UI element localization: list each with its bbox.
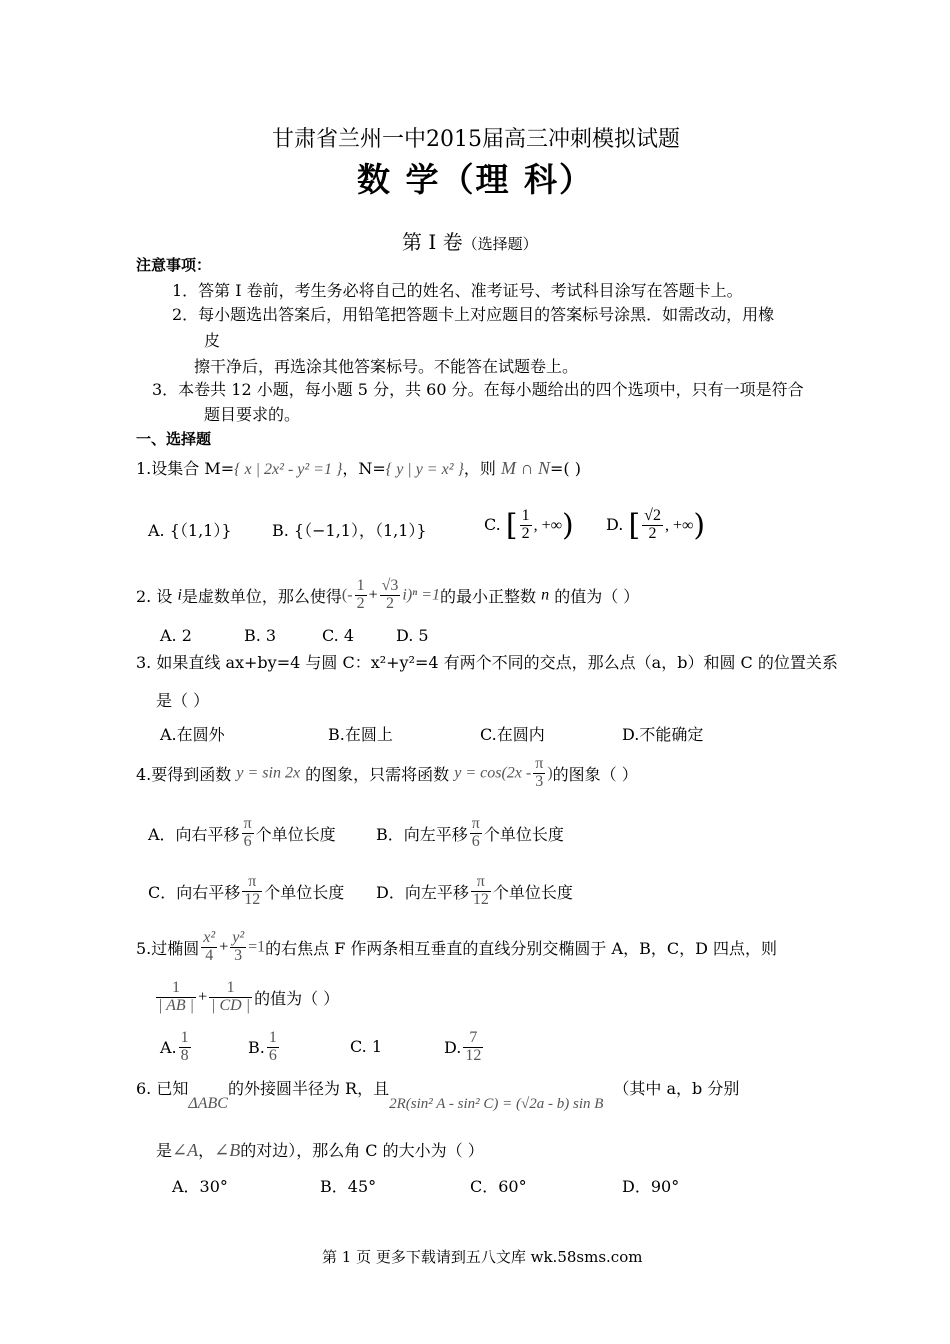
question-3-line-1: 3. 如果直线 ax+by=4 与圆 C：x²+y²=4 有两个不同的交点，那么点（a，b）和圆 C 的位置关系 bbox=[136, 653, 838, 672]
q4-option-d-frac bbox=[471, 874, 491, 909]
notice-item-3: 3．本卷共 12 小题，每小题 5 分，共 60 分。在每小题给出的四个选项中，只有一项是符合 bbox=[152, 380, 804, 399]
q3-option-c: C.在圆内 bbox=[480, 725, 545, 744]
question-5-stem bbox=[136, 930, 777, 965]
question-4-stem bbox=[136, 756, 638, 791]
q6-option-c: C．60° bbox=[470, 1177, 527, 1196]
q3-option-b: B.在圆上 bbox=[328, 725, 393, 744]
q5-option-d-label: D. bbox=[444, 1037, 462, 1057]
q6-stem-b: 的外接圆半径为 R，且 bbox=[227, 1079, 390, 1098]
q6-triangle: ΔABC bbox=[188, 1095, 228, 1112]
part-heading: 一、选择题 bbox=[136, 430, 212, 448]
q5-frac-x bbox=[201, 930, 217, 965]
q4-func-2-pre: y = cos(2x - bbox=[454, 764, 532, 782]
q6-angle-a: ∠A bbox=[172, 1140, 199, 1160]
q5-option-a-den: 8 bbox=[180, 1046, 189, 1064]
notice-item-2: 2．每小题选出答案后，用铅笔把答题卡上对应题目的答案标号涂黑．如需改动，用橡 bbox=[172, 305, 775, 324]
q5-frac-y-den: 3 bbox=[234, 946, 243, 964]
q5-option-d-den: 12 bbox=[465, 1046, 482, 1064]
q4-prefix: 4.要得到函数 bbox=[136, 764, 232, 784]
q4-option-b-den: 6 bbox=[471, 832, 480, 850]
q5-option-b-label: B. bbox=[248, 1037, 265, 1057]
q5-option-a-label: A. bbox=[160, 1037, 177, 1057]
q2-prefix: 2. 设 bbox=[136, 586, 173, 606]
q3-option-a: A.在圆外 bbox=[160, 725, 225, 744]
q4-option-a-den: 6 bbox=[243, 832, 252, 850]
q4-option-a bbox=[148, 816, 336, 851]
q5-frac-cd bbox=[209, 980, 252, 1015]
q1-option-c-tail: , +∞ bbox=[533, 517, 563, 534]
q1-option-c-num: 1 bbox=[521, 507, 530, 525]
q2-frac-1 bbox=[355, 578, 367, 613]
q2-stem-d: 的值为（ ） bbox=[554, 586, 640, 606]
q5-frac-x-num: x² bbox=[203, 929, 216, 946]
q1-set-m: { x | 2x² - y² =1 } bbox=[234, 461, 343, 478]
q6-option-b: B．45° bbox=[320, 1177, 377, 1196]
q4-option-b-frac bbox=[470, 816, 482, 851]
q5-option-b bbox=[248, 1030, 281, 1065]
q1-option-c-frac bbox=[520, 508, 532, 543]
question-6-line-2 bbox=[156, 1138, 484, 1161]
q1-option-c-label: C. bbox=[484, 515, 501, 534]
q4-func-2-num: π bbox=[535, 755, 544, 772]
q2-stem-c: 的最小正整数 bbox=[440, 586, 537, 606]
q1-option-d-lbracket: [ bbox=[628, 508, 641, 543]
q4-option-b-unit: 个单位长度 bbox=[483, 824, 564, 844]
q1-option-b: B. {（−1,1），（1,1）} bbox=[272, 521, 427, 540]
q5-frac-y bbox=[230, 930, 246, 965]
question-3-line-2: 是（ ） bbox=[156, 691, 210, 710]
q4-func-2-post: ) bbox=[547, 764, 553, 782]
q4-option-b-pre: B．向左平移 bbox=[376, 824, 468, 844]
q2-option-b: B. 3 bbox=[244, 626, 277, 645]
notice-item-1: 1．答第 I 卷前，考生务必将自己的姓名、准考证号、考试科目涂写在答题卡上。 bbox=[172, 281, 743, 300]
q5-option-d bbox=[444, 1030, 485, 1065]
exam-subtitle: 甘肃省兰州一中2015届高三冲刺模拟试题 bbox=[272, 127, 680, 152]
q1-option-c bbox=[484, 508, 574, 543]
q2-frac-2-num: √3 bbox=[381, 577, 399, 594]
q5-frac-ab-num: 1 bbox=[156, 980, 196, 998]
q6-stem-c: （其中 a，b 分别 bbox=[613, 1079, 740, 1098]
q2-expr-post: i)ⁿ =1 bbox=[402, 586, 440, 604]
q4-option-b bbox=[376, 816, 564, 851]
question-5-line-2 bbox=[154, 980, 339, 1015]
q5-plus: + bbox=[219, 938, 229, 956]
q5-frac-cd-den: | CD | bbox=[211, 996, 251, 1014]
q1-option-a: A. {（1,1）} bbox=[148, 521, 232, 540]
q2-stem-b: 是虚数单位，那么使得 bbox=[181, 586, 342, 606]
q5-option-d-frac bbox=[463, 1030, 483, 1065]
q1-option-d-tail: , +∞ bbox=[664, 517, 694, 534]
q4-option-d-den: 12 bbox=[472, 890, 489, 908]
q1-n-label: ，N= bbox=[342, 459, 386, 478]
q4-option-a-unit: 个单位长度 bbox=[255, 824, 336, 844]
q1-option-d-label: D. bbox=[606, 515, 624, 534]
q2-option-a: A. 2 bbox=[160, 626, 192, 645]
q5-option-d-num: 7 bbox=[463, 1030, 483, 1048]
q6-prefix: 6. 已知 bbox=[136, 1079, 189, 1098]
q2-option-c: C. 4 bbox=[322, 626, 355, 645]
q2-frac-1-num: 1 bbox=[356, 577, 365, 594]
q5-option-b-frac bbox=[267, 1030, 279, 1065]
section-label: 第 I 卷 bbox=[402, 230, 463, 254]
q1-tail: =( ) bbox=[550, 459, 581, 478]
q5-frac-y-num: y² bbox=[232, 929, 245, 946]
q4-option-c-unit: 个单位长度 bbox=[264, 882, 345, 902]
q4-option-c-num: π bbox=[242, 874, 262, 892]
q2-n: n bbox=[541, 586, 550, 604]
question-6-stem bbox=[136, 1076, 740, 1112]
q5-option-c: C. 1 bbox=[350, 1037, 383, 1056]
q5-stem-b: 的右焦点 F 作两条相互垂直的直线分别交椭圆于 A，B，C，D 四点，则 bbox=[265, 938, 777, 958]
q5-frac-ab-den: | AB | bbox=[158, 996, 195, 1014]
q5-eq: =1 bbox=[248, 938, 266, 956]
q4-option-d-num: π bbox=[471, 874, 491, 892]
q5-frac-x-den: 4 bbox=[205, 946, 214, 964]
q5-option-a bbox=[160, 1030, 193, 1065]
q2-plus: + bbox=[368, 586, 378, 604]
notice-item-2-wrap: 皮 bbox=[204, 331, 221, 350]
q2-frac-2-den: 2 bbox=[386, 594, 394, 612]
q1-option-c-rparen: ) bbox=[562, 508, 574, 543]
q4-option-d-unit: 个单位长度 bbox=[492, 882, 573, 902]
exam-title: 数 学（理 科） bbox=[357, 160, 594, 199]
q1-option-c-lbracket: [ bbox=[505, 508, 518, 543]
q5-option-a-num: 1 bbox=[180, 1029, 189, 1046]
notice-item-3-cont: 题目要求的。 bbox=[204, 405, 301, 424]
q4-option-c-den: 12 bbox=[244, 890, 261, 908]
q1-prefix: 1.设集合 M= bbox=[136, 459, 235, 478]
q4-option-a-pre: A．向右平移 bbox=[148, 824, 240, 844]
q4-option-c-pre: C．向右平移 bbox=[148, 882, 241, 902]
q5-prefix: 5.过椭圆 bbox=[136, 938, 200, 958]
q6-option-a: A．30° bbox=[172, 1177, 228, 1196]
q6-angle-b: ∠B bbox=[214, 1140, 241, 1160]
q4-stem-c: 的图象（ ） bbox=[552, 764, 638, 784]
q4-func-2-frac bbox=[533, 756, 545, 791]
question-2-stem bbox=[136, 578, 639, 613]
q5-option-a-frac bbox=[179, 1030, 191, 1065]
notice-item-2-cont: 擦干净后，再选涂其他答案标号。不能答在试题卷上。 bbox=[194, 357, 579, 376]
q3-option-d: D.不能确定 bbox=[622, 725, 704, 744]
q6-equation: 2R(sin² A - sin² C) = (√2a - b) sin B bbox=[389, 1096, 604, 1112]
q4-func-2-den: 3 bbox=[535, 772, 544, 790]
q5-option-b-den: 6 bbox=[268, 1046, 277, 1064]
q4-option-b-num: π bbox=[471, 815, 480, 832]
q1-option-d-num: √2 bbox=[644, 507, 661, 525]
q4-option-a-frac bbox=[242, 816, 254, 851]
q2-option-d: D. 5 bbox=[396, 626, 429, 645]
q1-option-d-den: 2 bbox=[648, 525, 657, 542]
q5-frac-ab bbox=[156, 980, 196, 1015]
section-note: （选择题） bbox=[462, 235, 538, 253]
q1-expr: M ∩ N bbox=[501, 458, 550, 478]
q2-frac-1-den: 2 bbox=[356, 594, 365, 612]
q4-option-d-pre: D．向左平移 bbox=[376, 882, 469, 902]
q1-set-n: { y | y = x² } bbox=[385, 461, 464, 478]
q5-stem-c: 的值为（ ） bbox=[254, 988, 340, 1008]
q1-then: ，则 bbox=[463, 459, 496, 478]
q4-option-a-num: π bbox=[243, 815, 252, 832]
q4-stem-b: 的图象，只需将函数 bbox=[305, 764, 450, 784]
q1-option-d-rparen: ) bbox=[693, 508, 706, 543]
q4-func-1: y = sin 2x bbox=[236, 764, 301, 782]
q4-option-c bbox=[148, 874, 344, 909]
q6-line2-b: 的对边），那么角 C 的大小为（ ） bbox=[240, 1141, 484, 1160]
notice-heading: 注意事项： bbox=[136, 256, 212, 274]
q2-expr-pre: (- bbox=[341, 586, 353, 604]
q5-option-b-num: 1 bbox=[268, 1029, 277, 1046]
q1-option-d-frac bbox=[642, 508, 663, 543]
question-1-stem bbox=[136, 456, 581, 479]
q6-option-d: D．90° bbox=[622, 1177, 680, 1196]
q6-line2-a: 是 bbox=[156, 1141, 173, 1160]
q4-option-c-frac bbox=[242, 874, 262, 909]
q5-frac-cd-num: 1 bbox=[209, 980, 252, 998]
q2-i: i bbox=[177, 586, 182, 604]
q2-frac-2 bbox=[380, 578, 401, 613]
page-footer: 第 1 页 更多下载请到五八文库 wk.58sms.com bbox=[322, 1248, 643, 1266]
q5-plus-2: + bbox=[198, 988, 208, 1006]
q1-option-d bbox=[606, 508, 705, 543]
q6-comma: ， bbox=[198, 1141, 215, 1160]
q1-option-c-den: 2 bbox=[521, 525, 530, 542]
q4-option-d bbox=[376, 874, 573, 909]
section-heading bbox=[402, 226, 538, 255]
